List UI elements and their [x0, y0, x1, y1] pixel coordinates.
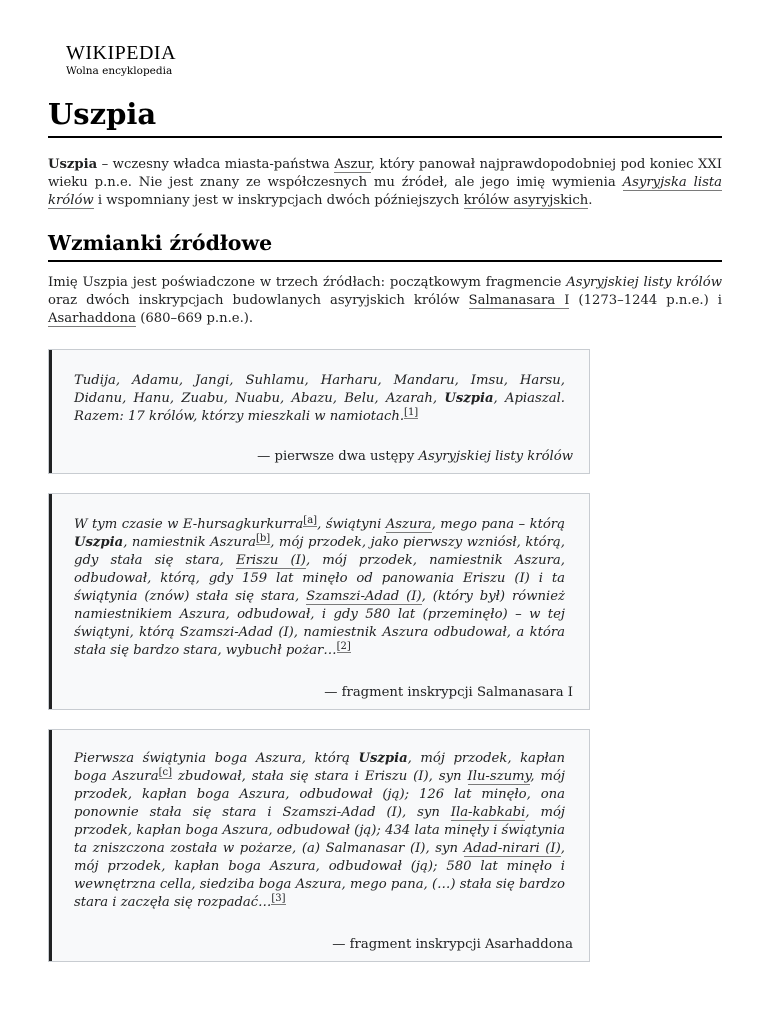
link-krolow-asyryjskich[interactable]: królów asyryjskich — [463, 193, 589, 208]
quote1-text-2: , Apiaszal. Razem: 17 królów, którzy mieszkali w namiotach. — [74, 391, 565, 424]
quote1-text-1: Tudija, Adamu, Jangi, Suhlamu, Harharu, Mandaru, Imsu, Harsu, Didanu, Hanu, Zuabu, Nuabu, Abazu, Belu, Azarah, — [74, 373, 565, 406]
quote2-text-5: , mój przodek, jako pierwszy wzniósł, którą, gdy stała się stara, — [74, 535, 565, 568]
link-szamszi-adad[interactable]: Szamszi-Adad (I) — [306, 589, 422, 604]
quote-bar — [49, 730, 52, 961]
quote3-text-3: zbudował, stała się stara i Eriszu (I), syn — [171, 769, 468, 784]
quote2-text-2: , świątyni — [317, 517, 386, 532]
footnote-ref-1[interactable]: [1] — [404, 406, 419, 418]
quote-text — [74, 516, 565, 660]
footnote-ref-a[interactable]: [a] — [303, 514, 318, 526]
quote3-text-1: Pierwsza świątynia boga Aszura, którą — [74, 751, 359, 766]
section-text-4: (680–669 p.n.e.). — [136, 311, 254, 326]
footnote-ref-3[interactable]: [3] — [271, 892, 286, 904]
quote-attribution: — fragment inskrypcji Asarhaddona — [332, 937, 573, 952]
quote1-attr-italic: Asyryjskiej listy królów — [418, 449, 573, 464]
link-aszura[interactable]: Aszura — [385, 517, 432, 532]
quote3-text-6: , mój przodek, kapłan boga Aszura, odbudował (ją); 580 lat minęło i wewnętrzna cella, siedziba boga Aszura, mego pana, (…) stała się bardzo stara i zaczęła się rozpadać… — [74, 841, 565, 910]
section-heading: Wzmianki źródłowe — [48, 230, 722, 262]
link-asyryjska-lista-krolow[interactable]: Asyryjska lista królów — [48, 175, 722, 208]
section-italic-lista: Asyryjskiej listy królów — [566, 275, 722, 290]
quote-box-asarhaddon — [48, 729, 590, 962]
intro-text-2: , który panował najprawdopodobniej pod koniec XXI wieku p.n.e. Nie jest znany ze współczesnych mu źródeł, ale jego imię wymienia — [48, 157, 722, 190]
quote-bar — [49, 350, 52, 473]
link-adad-nirari[interactable]: Adad-nirari (I) — [463, 841, 561, 856]
section-paragraph — [48, 274, 722, 328]
quote3-text-2: , mój przodek, kapłan boga Aszura — [74, 751, 565, 784]
wikipedia-logo[interactable] — [66, 42, 176, 77]
quote1-attr-prefix: — pierwsze dwa ustępy — [257, 449, 419, 464]
link-salmanasara[interactable]: Salmanasara I — [468, 293, 570, 308]
link-ilu-szumy[interactable]: Ilu-szumy — [467, 769, 531, 784]
logo-wordmark: WIKIPEDIA — [66, 42, 177, 64]
quote-attribution — [257, 448, 573, 466]
intro-text-3: i wspomniany jest w inskrypcjach dwóch późniejszych — [93, 193, 464, 208]
quote3-bold-name: Uszpia — [358, 751, 408, 766]
intro-text-4: . — [588, 193, 593, 208]
footnote-ref-c[interactable]: [c] — [158, 766, 172, 778]
quote-bar — [49, 494, 52, 709]
quote2-text-6: , mój przodek, namiestnik Aszura, odbudował, którą, gdy 159 lat minęło od panowania Eriszu (I) i ta świątynia (znów) stała się stara, — [74, 553, 565, 604]
quote2-text-4: , namiestnik Aszura — [123, 535, 256, 550]
footnote-ref-2[interactable]: [2] — [336, 640, 351, 652]
section-text-3: (1273–1244 p.n.e.) i — [569, 293, 722, 308]
quote2-text-1: W tym czasie w E-hursagkurkurra — [74, 517, 304, 532]
quote1-bold-name: Uszpia — [444, 391, 494, 406]
quote-box-king-list — [48, 349, 590, 474]
quote-text — [74, 372, 565, 426]
link-asarhaddona[interactable]: Asarhaddona — [48, 311, 136, 326]
quote2-bold-name: Uszpia — [74, 535, 124, 550]
section-text-2: oraz dwóch inskrypcjach budowlanych asyryjskich królów — [48, 293, 469, 308]
quote3-text-4: , mój przodek, kapłan boga Aszura, odbudował (ją); 126 lat minęło, ona ponownie stała się stara i Szamszi-Adad (I), syn — [74, 769, 566, 820]
link-eriszu[interactable]: Eriszu (I) — [235, 553, 306, 568]
logo-tagline: Wolna encyklopedia — [66, 65, 173, 77]
quote-attribution: — fragment inskrypcji Salmanasara I — [324, 685, 573, 700]
quote2-text-7: , (który był) również namiestnikiem Aszura, odbudował, i gdy 580 lat (przeminęło) – w tej świątyni, którą Szamszi-Adad (I), namiestnik Aszura odbudował, a która stała się bardzo stara, wybuchł pożar… — [74, 589, 565, 658]
quote3-text-5: , mój przodek, kapłan boga Aszura, odbudował (ją); 434 lata minęły i świątynia ta zniszczona została w pożarze, (a) Salmanasar (I), syn — [74, 805, 565, 856]
intro-text-1: – wczesny władca miasta-państwa — [97, 157, 335, 172]
intro-subject-name: Uszpia — [48, 157, 98, 172]
intro-paragraph — [48, 156, 722, 210]
link-aszur[interactable]: Aszur — [334, 157, 371, 172]
quote-text — [74, 750, 565, 912]
page-title: Uszpia — [48, 96, 722, 138]
link-ila-kabkabi[interactable]: Ila-kabkabi — [450, 805, 526, 820]
quote-box-salmanasar — [48, 493, 590, 710]
section-text-1: Imię Uszpia jest poświadczone w trzech źródłach: początkowym fragmencie — [48, 275, 567, 290]
footnote-ref-b[interactable]: [b] — [256, 532, 271, 544]
quote2-text-3: , mego pana – którą — [431, 517, 565, 532]
